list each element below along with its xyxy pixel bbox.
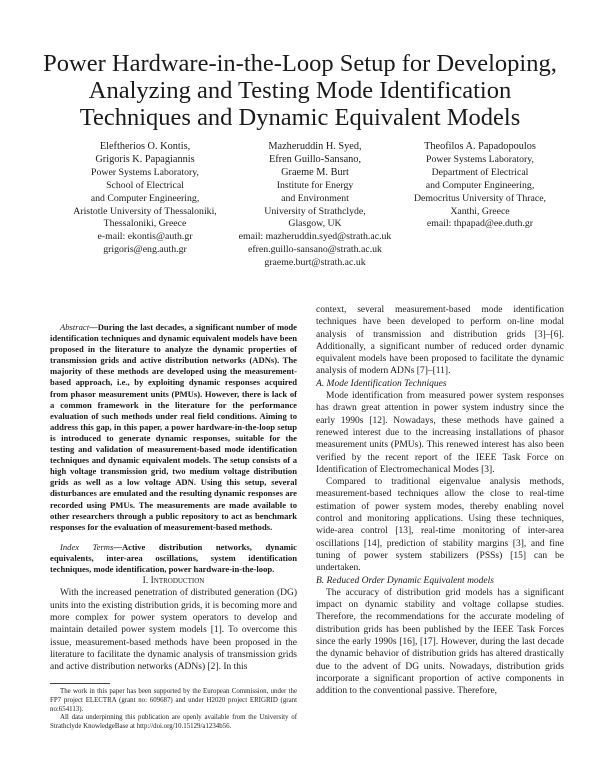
author-name: Eleftherios O. Kontis,: [99, 141, 191, 152]
abstract-label: Abstract: [60, 322, 90, 332]
intro-paragraph: With the increased penetration of distributed generation (DG) units into the existing distribution grids, it is becoming more and more complex for power system operators to develop and maintain detailed power system models [1]. To overcome this issue, measurement-based methods have been proposed in the literature to facilitate the dynamic analysis of transmission grids and active distribution networks (ADNs) [2]. In this: [50, 588, 297, 673]
subsection-heading-a: A. Mode Identification Techniques: [316, 378, 447, 389]
section-heading-introduction: I. Introduction: [142, 576, 205, 587]
author-email: email: thpapad@ee.duth.gr: [426, 218, 534, 230]
affiliation-line: Department of Electrical: [431, 166, 529, 178]
paragraph-a1: Mode identification from measured power system responses has drawn great attention in power system industry since the early 1990s [12]. Nowadays, these methods have gained a renewed interest due to the increasing installations of phasor measurement units (PMUs). This renewed interest has also been verified by the recent report of the IEEE Task Force on Identification of Electromechanical Modes [3].: [316, 391, 564, 475]
author-email: e-mail: ekontis@auth.gr: [97, 231, 193, 243]
abstract: [50, 322, 297, 533]
index-terms-text: —Active distribution networks, dynamic equivalents, inter-area oscillations, system identification techniques, mode identification, power hardware-in-the-loop.: [50, 541, 297, 574]
right-column: [316, 304, 564, 698]
paragraph-b1: The accuracy of distribution grid models has a significant impact on dynamic stability and voltage collapse studies. Therefore, the recommendations for the accurate modeling of distribution grids has been published by the IEEE Task Forces since the early 1990s [16], [17]. However, during the last decade the dynamic behavior of distribution grids has altered drastically due to the advent of DG units. Nowadays, distribution grids incorporate a significant proportion of active components in addition to the conventional passive. Therefore,: [316, 587, 564, 697]
index-terms: [50, 542, 297, 575]
affiliation-line: and Computer Engineering,: [90, 192, 200, 204]
affiliation-line: Power Systems Laboratory,: [91, 166, 199, 178]
affiliation-line: Xanthi, Greece: [450, 205, 510, 217]
title-line-3: Techniques and Dynamic Equivalent Models: [79, 104, 521, 131]
affiliation-line: and Environment: [281, 192, 349, 204]
title-line-1: Power Hardware-in-the-Loop Setup for Developing,: [43, 50, 557, 77]
author-email: efren.guillo-sansano@strath.ac.uk: [248, 244, 382, 256]
affiliation-line: University of Strathclyde,: [264, 205, 366, 217]
index-terms-label: Index Terms: [60, 541, 114, 552]
affiliation-line: Glasgow, UK: [288, 218, 342, 230]
left-column: [50, 322, 297, 731]
subsection-heading-b: B. Reduced Order Dynamic Equivalent models: [316, 575, 494, 586]
footnote-data-availability: All data underpinning this publication are openly available from the University of Strathclyde KnowledgeBase at http://doi.org/10.15129/a1234b56.: [50, 714, 297, 730]
author-name: Efren Guillo-Sansano,: [268, 153, 362, 165]
paragraph-a2: Compared to traditional eigenvalue analysis methods, measurement-based techniques allow the close to real-time estimation of power system modes, thereby enabling novel control and monitoring applications. Using these techniques, wide-area control [13], real-time monitoring of inter-area oscillations [14], prediction of stability margins [3], and fine tuning of power system stabilizers (PSSs) [15] can be undertaken.: [316, 477, 564, 574]
paper-title: [30, 50, 570, 131]
intro-continued-paragraph: context, several measurement-based mode identification techniques have been developed to perform on-line modal analysis of transmission and distribution grids [3]–[6]. Additionally, a significant number of reduced order dynamic equivalent models have been proposed to facilitate the dynamic analysis of modern ADNs [7]–[11].: [316, 305, 564, 377]
affiliation-line: School of Electrical: [106, 179, 184, 191]
affiliation-line: Institute for Energy: [276, 179, 354, 191]
affiliation-line: Democritus University of Thrace,: [413, 192, 547, 204]
author-email: email: mazheruddin.syed@strath.ac.uk: [238, 231, 392, 243]
affiliation-line: Aristotle University of Thessaloniki,: [73, 205, 217, 217]
abstract-text: —During the last decades, a significant number of mode identification techniques and dynamic equivalent models have been proposed in the literature to analyze the dynamic properties of transmission grids and active distribution networks (ADNs). The majority of these methods are developed using the measurement-based approach, i.e., by exploiting dynamic responses acquired from phasor measurement units (PMUs). However, there is lack of a common framework in the literature for the performance evaluation of such methods under real field conditions. Aiming to address this gap, in this paper, a power hardware-in-the-loop setup is introduced to generate dynamic responses, suitable for the testing and validation of measurement-based mode identification techniques and dynamic equivalent models. The setup consists of a high voltage transmission grid, two medium voltage distribution grids as well as a low voltage ADN. Using this setup, several disturbances are emulated and the resulting dynamic responses are recorded using PMUs. The measurements are made available to other researchers through a public repository to act as benchmark responses for the evaluation of measurement-based methods.: [50, 322, 297, 532]
author-name: Mazheruddin H. Syed,: [268, 141, 362, 152]
affiliation-line: and Computer Engineering,: [425, 179, 535, 191]
author-block-3: [395, 141, 565, 231]
footnote-divider: [50, 683, 110, 684]
author-block-2: [210, 141, 420, 270]
author-name: Theofilos A. Papadopoulos: [424, 141, 536, 152]
author-email: graeme.burt@strath.ac.uk: [264, 257, 366, 269]
author-email: grigoris@eng.auth.gr: [103, 244, 187, 256]
author-name: Grigoris K. Papagiannis: [95, 153, 195, 165]
title-line-2: Analyzing and Testing Mode Identification: [88, 77, 512, 104]
author-name: Graeme M. Burt: [281, 166, 349, 178]
affiliation-line: Thessaloniki, Greece: [103, 218, 187, 230]
footnote-funding: The work in this paper has been supported by the European Commission, under the FP7 project ELECTRA (grant no: 609687) and under H2020 project ERIGRID (grant no:654113).: [50, 688, 297, 713]
affiliation-line: Power Systems Laboratory,: [426, 153, 534, 165]
